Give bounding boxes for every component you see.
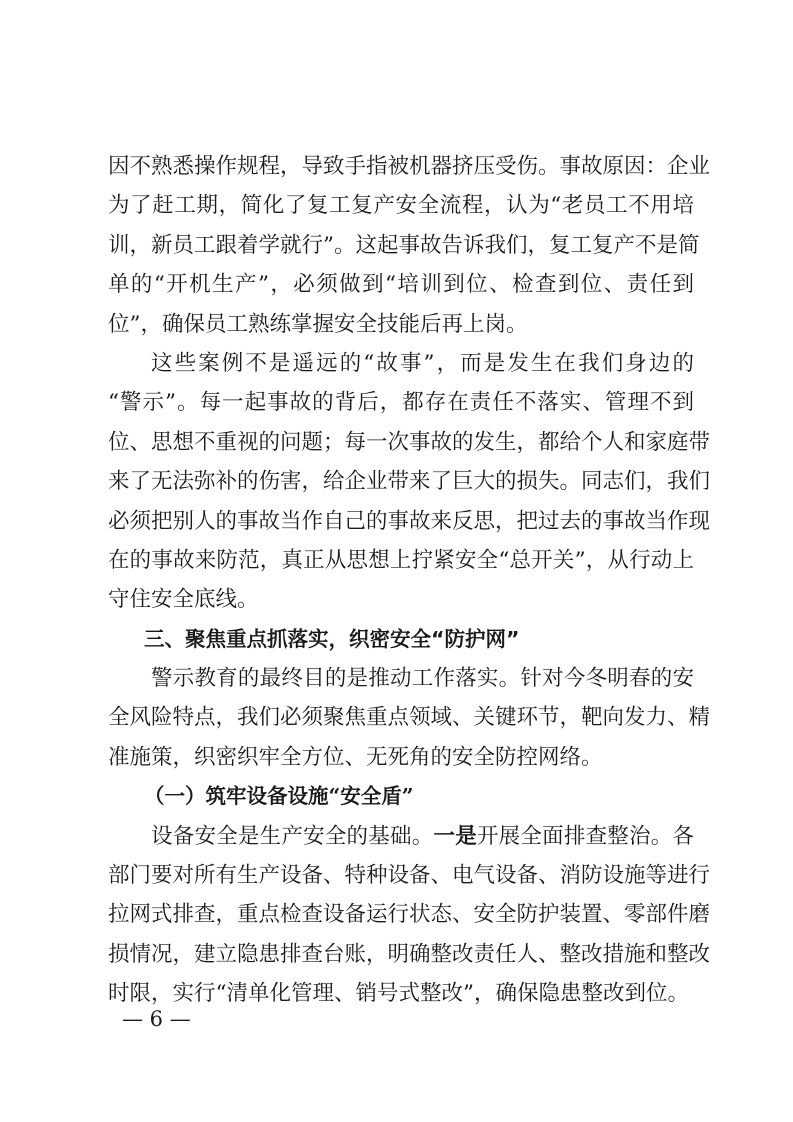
paragraph-warning-cases	[108, 344, 711, 620]
text-line: 必须把别人的事故当作自己的事故来反思，把过去的事故当作现	[108, 508, 711, 534]
text-line: 来了无法弥补的伤害，给企业带来了巨大的损失。同志们，我们	[108, 469, 711, 495]
body-text	[108, 147, 711, 1014]
text-line: 单的“开机生产”，必须做到“培训到位、检查到位、责任到	[108, 272, 694, 298]
text-line	[108, 817, 694, 856]
text-line: 守住安全底线。	[108, 587, 259, 613]
text-line: “警示”。每一起事故的背后，都存在责任不落实、管理不到	[108, 390, 694, 416]
text-line: 为了赶工期，简化了复工复产安全流程，认为“老员工不用培	[108, 193, 694, 219]
paragraph-equipment-safety	[108, 817, 711, 1014]
text-line: 训，新员工跟着学就行”。这起事故告诉我们，复工复产不是简	[108, 232, 700, 258]
text-line: 在的事故来防范，真正从思想上拧紧安全“总开关”，从行动上	[108, 547, 694, 573]
text-run: 开展全面排查整治。各	[476, 823, 694, 849]
text-line: 拉网式排查，重点检查设备运行状态、安全防护装置、零部件磨	[108, 902, 711, 928]
text-line: 位、思想不重视的问题；每一次事故的发生，都给个人和家庭带	[108, 429, 711, 455]
text-line: 全风险特点，我们必须聚焦重点领域、关键环节，靶向发力、精	[108, 705, 711, 731]
subsection-heading: （一）筑牢设备设施“安全盾”	[144, 784, 414, 809]
text-line: 损情况，建立隐患排查台账，明确整改责任人、整改措施和整改	[108, 941, 711, 967]
text-line: 部门要对所有生产设备、特种设备、电气设备、消防设施等进行	[108, 863, 711, 889]
text-line: 准施策，织密织牢全方位、无死角的安全防控网络。	[108, 744, 603, 770]
text-line: 时限，实行“清单化管理、销号式整改”，确保隐患整改到位。	[108, 981, 689, 1007]
text-line: 这些案例不是遥远的“故事”，而是发生在我们身边的	[151, 350, 694, 376]
paragraph-section-intro	[108, 659, 711, 777]
text-run: 设备安全是生产安全的基础。	[151, 823, 434, 849]
emphasis-run: 一是	[433, 823, 477, 849]
text-line: 警示教育的最终目的是推动工作落实。针对今冬明春的安	[151, 666, 694, 692]
text-line: 因不熟悉操作规程，导致手指被机器挤压受伤。事故原因：企业	[108, 154, 711, 179]
section-heading: 三、聚焦重点抓落实，织密安全“防护网”	[144, 626, 520, 651]
text-line: 位”，确保员工熟练掌握安全技能后再上岗。	[108, 311, 528, 337]
page-number: — 6 —	[122, 1007, 191, 1031]
paragraph-accident-cause	[108, 147, 711, 344]
